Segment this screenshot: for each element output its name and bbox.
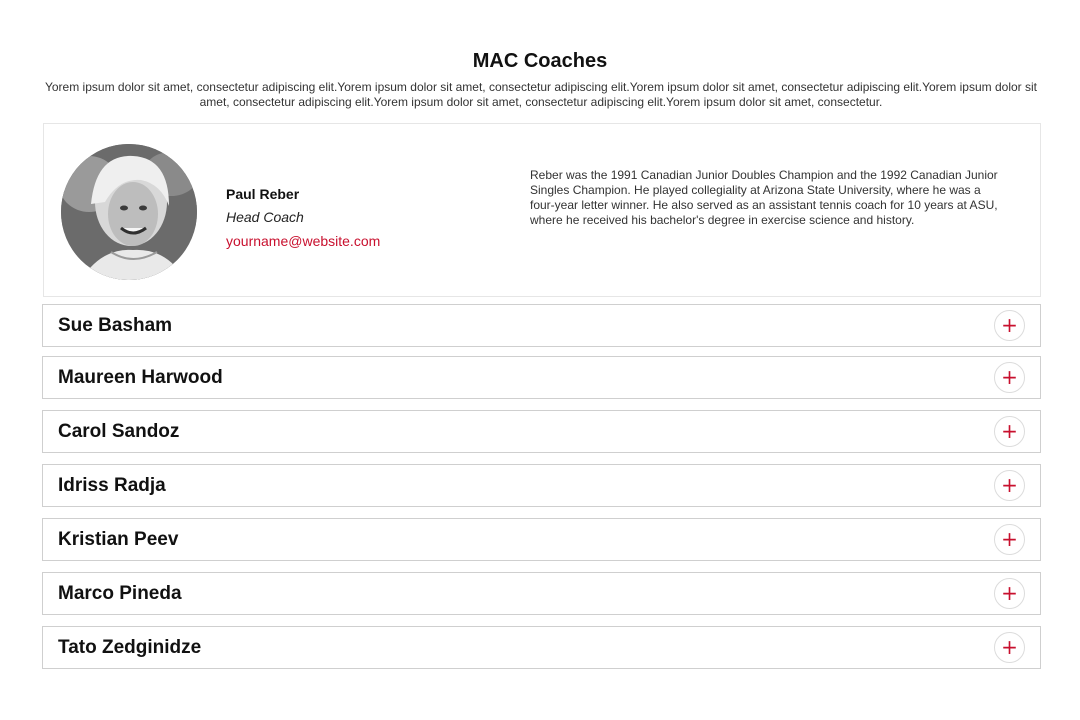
accordion-item-carol-sandoz[interactable] xyxy=(42,410,1041,453)
accordion-item-maureen-harwood[interactable] xyxy=(42,356,1041,399)
accordion-label: Idriss Radja xyxy=(58,475,166,496)
plus-icon[interactable]: + xyxy=(994,416,1025,447)
plus-icon[interactable]: + xyxy=(994,524,1025,555)
plus-icon[interactable]: + xyxy=(994,578,1025,609)
page-title: MAC Coaches xyxy=(472,50,608,72)
accordion-label: Kristian Peev xyxy=(58,529,179,550)
plus-icon[interactable]: + xyxy=(994,470,1025,501)
accordion-label: Carol Sandoz xyxy=(58,421,180,442)
coach-info xyxy=(226,185,380,251)
plus-icon[interactable]: + xyxy=(994,632,1025,663)
accordion-item-idriss-radja[interactable] xyxy=(42,464,1041,507)
plus-icon[interactable]: + xyxy=(994,362,1025,393)
intro-text: Yorem ipsum dolor sit amet, consectetur adipiscing elit.Yorem ipsum dolor sit amet, consectetur adipiscing elit.Yorem ipsum dolor sit amet, consectetur adipiscing elit.Yorem ipsum dolor sit amet, consectetur adipiscing elit.Yorem ipsum dolor sit amet, consectetur adipiscing elit.Yorem ipsum dolor sit amet, consectetur. xyxy=(44,80,1037,109)
accordion-label: Tato Zedginidze xyxy=(58,637,202,658)
coach-email-link[interactable]: yourname@website.com xyxy=(226,233,381,249)
plus-icon[interactable]: + xyxy=(994,310,1025,341)
accordion-item-sue-basham[interactable] xyxy=(42,304,1041,347)
accordion-item-tato-zedginidze[interactable] xyxy=(42,626,1041,669)
coach-name: Paul Reber xyxy=(226,186,300,202)
accordion-label: Maureen Harwood xyxy=(58,367,223,388)
accordion-item-marco-pineda[interactable] xyxy=(42,572,1041,615)
accordion-item-kristian-peev[interactable] xyxy=(42,518,1041,561)
coach-photo xyxy=(61,144,197,280)
coach-role: Head Coach xyxy=(226,209,304,225)
featured-coach-card xyxy=(43,123,1041,297)
accordion-label: Marco Pineda xyxy=(58,583,182,604)
coach-bio: Reber was the 1991 Canadian Junior Doubles Champion and the 1992 Canadian Junior Singles Champion. He played collegiality at Arizona State University, where he was a four-year letter winner. He also served as an assistant tennis coach for 10 years at ASU, where he received his bachelor's degree in exercise science and history. xyxy=(530,168,998,227)
accordion-label: Sue Basham xyxy=(58,315,173,336)
